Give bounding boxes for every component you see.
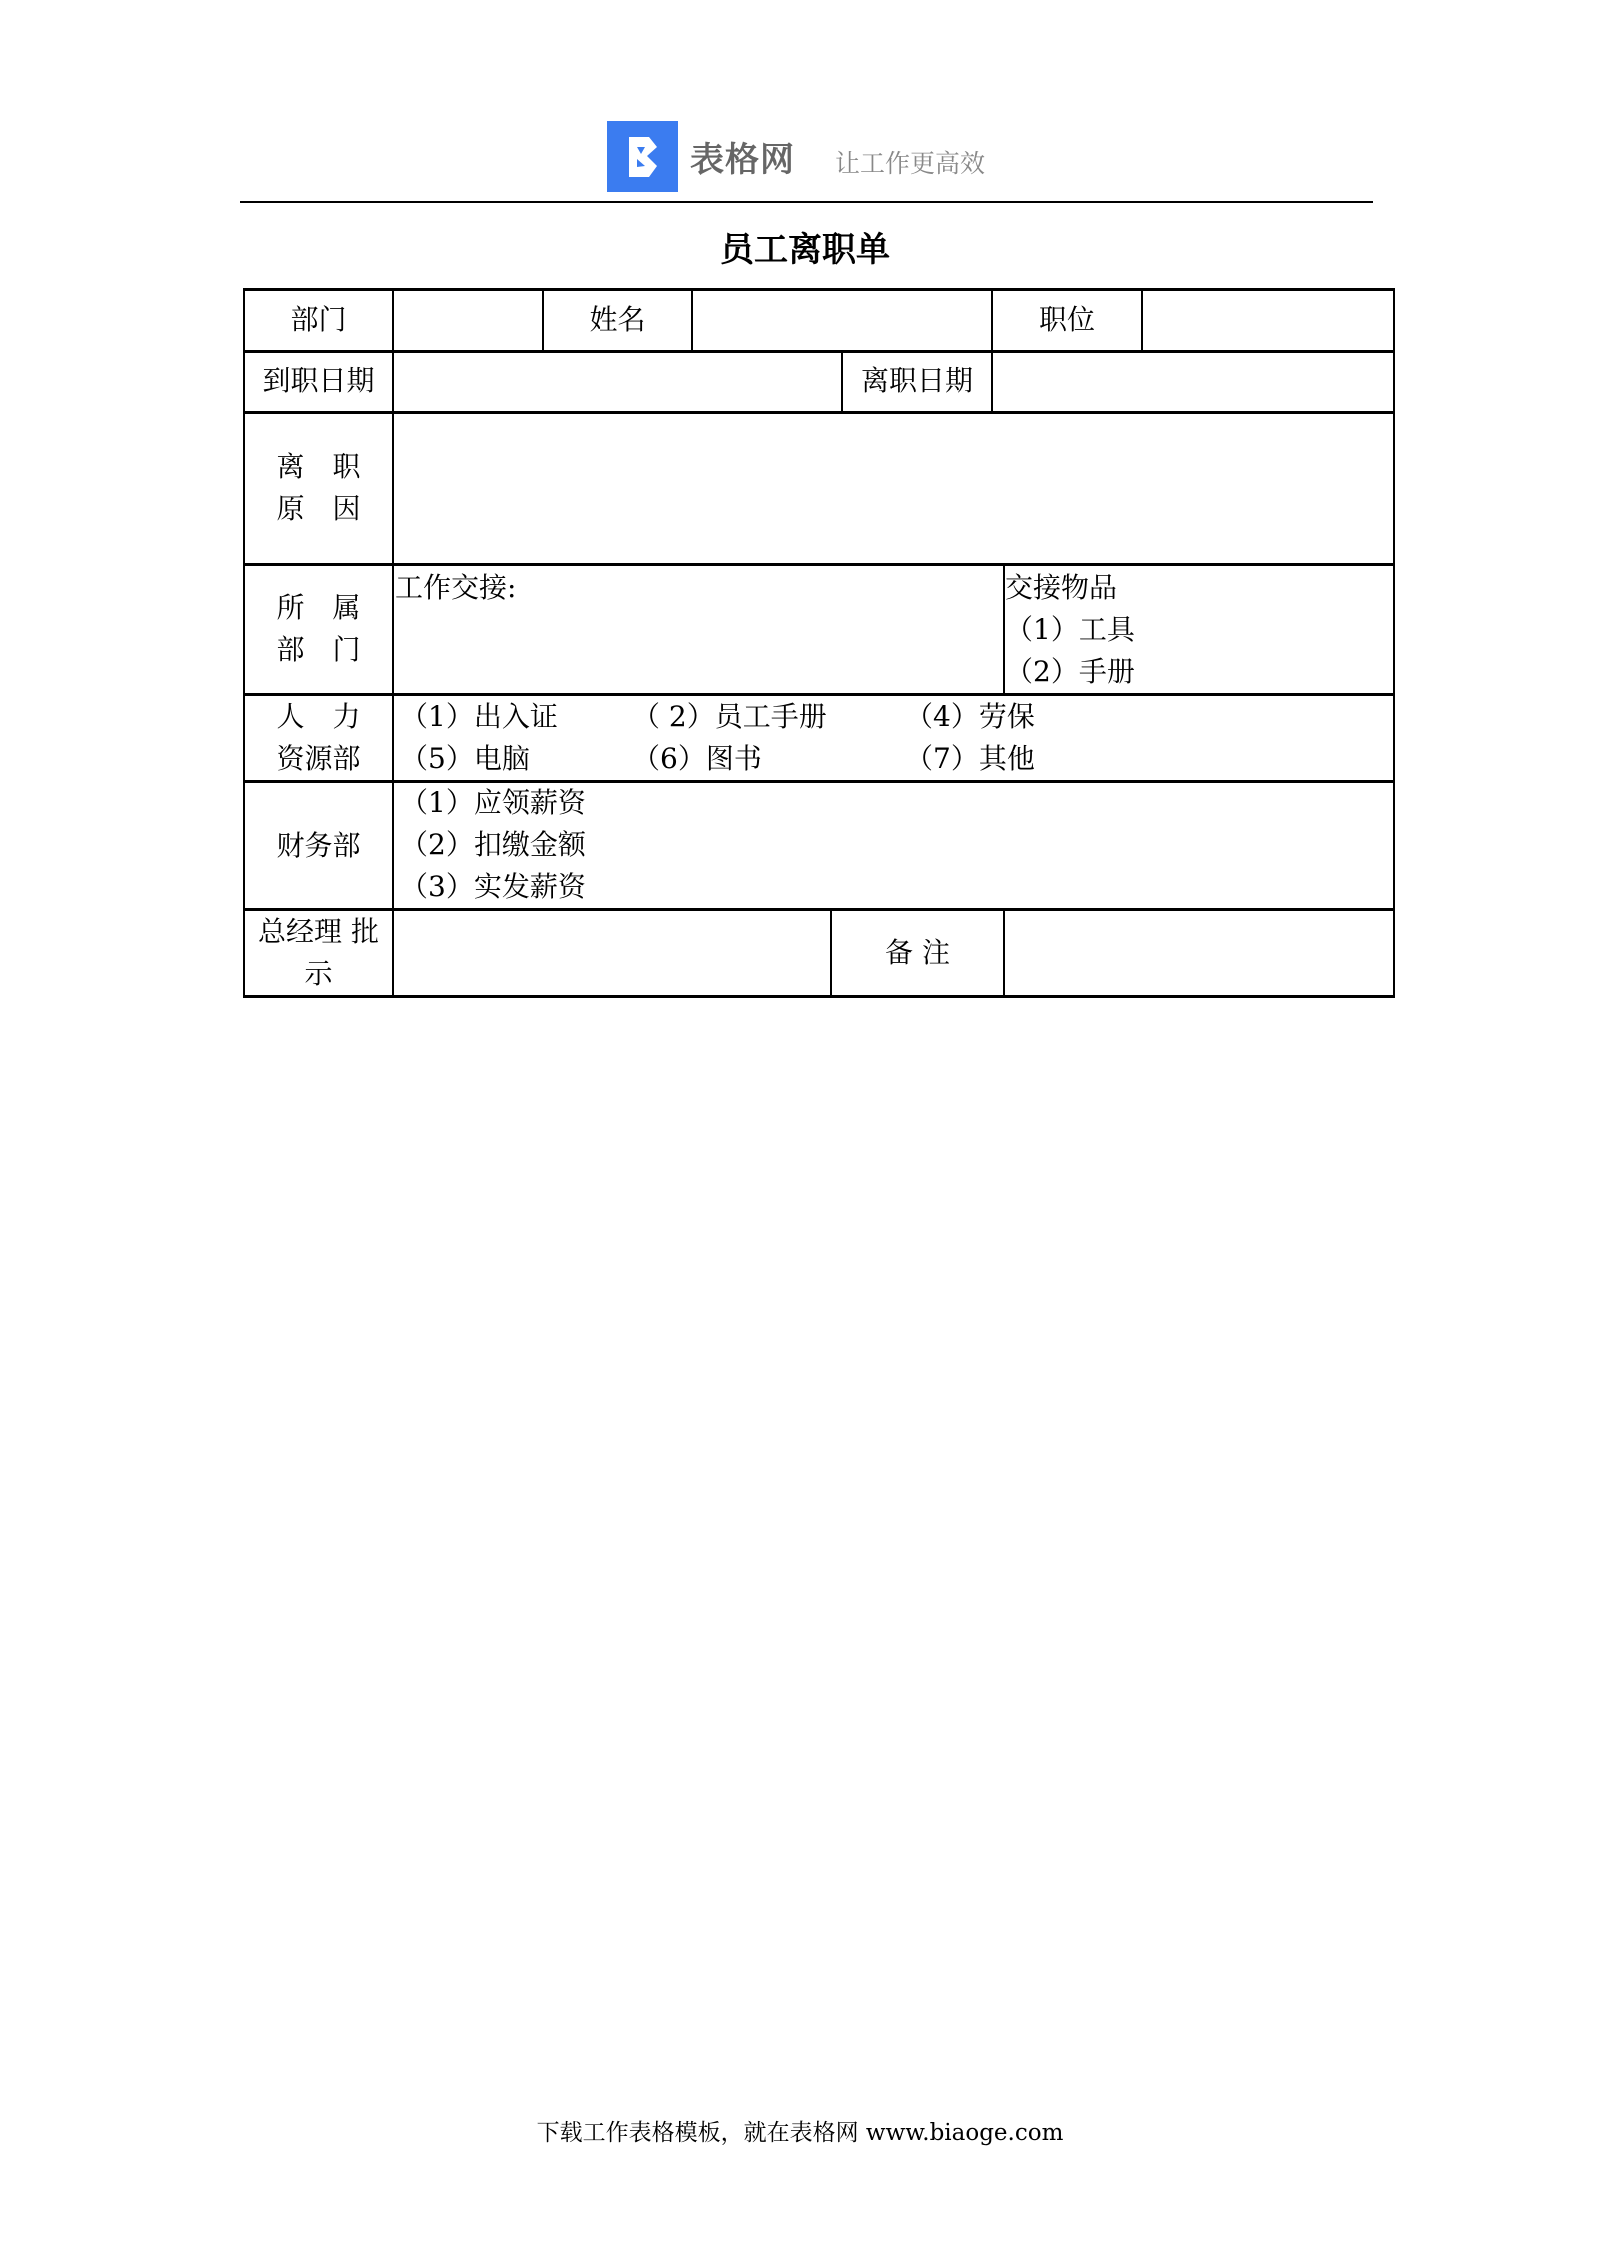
- header-divider: [240, 201, 1373, 203]
- rule: [243, 563, 1395, 566]
- name-label: 姓名: [589, 303, 646, 336]
- dept-section-label-line2: 部 门: [276, 633, 361, 666]
- handover-item: （2）手册: [1005, 655, 1135, 688]
- join-date-label: 到职日期: [262, 364, 375, 397]
- finance-item: （3）实发薪资: [400, 870, 586, 903]
- finance-label: 财务部: [276, 829, 361, 862]
- hr-label-line1: 人 力: [276, 700, 361, 733]
- remark-label: 备 注: [885, 936, 950, 969]
- handover-items-label: 交接物品: [1005, 571, 1118, 604]
- position-field[interactable]: [1143, 291, 1393, 349]
- approval-label-line1: 总经理 批: [258, 915, 379, 948]
- hr-item: （6）图书: [632, 742, 762, 775]
- footer-text: 下载工作表格模板，就在表格网 www.biaoge.com: [536, 2120, 1064, 2146]
- approval-field[interactable]: [394, 911, 830, 995]
- hr-label-line2: 资源部: [276, 742, 361, 775]
- page-title: 员工离职单: [720, 230, 890, 270]
- remark-field[interactable]: [1005, 911, 1393, 995]
- hr-item: （ 2）员工手册: [632, 700, 827, 733]
- dept-label: 部门: [290, 303, 347, 336]
- hr-item: （4）劳保: [905, 700, 1035, 733]
- logo-name: 表格网: [690, 140, 795, 180]
- finance-item: （1）应领薪资: [400, 786, 586, 819]
- handover-item: （1）工具: [1005, 613, 1135, 646]
- reason-label-line1: 离 职: [276, 450, 361, 483]
- finance-item: （2）扣缴金额: [400, 828, 586, 861]
- dept-field[interactable]: [394, 291, 542, 349]
- dept-section-label-line1: 所 属: [276, 591, 361, 624]
- handover-label: 工作交接:: [395, 571, 517, 604]
- logo-icon: [607, 121, 678, 192]
- hr-item: （5）电脑: [400, 742, 530, 775]
- logo-slogan: 让工作更高效: [835, 149, 986, 178]
- rule: [1393, 288, 1395, 998]
- hr-item: （1）出入证: [400, 700, 558, 733]
- leave-date-field[interactable]: [993, 353, 1393, 411]
- leave-date-label: 离职日期: [860, 364, 973, 397]
- join-date-field[interactable]: [394, 353, 841, 411]
- rule: [243, 995, 1395, 998]
- reason-label-line2: 原 因: [276, 492, 361, 525]
- position-label: 职位: [1038, 303, 1095, 336]
- hr-item: （7）其他: [905, 742, 1035, 775]
- reason-field[interactable]: [394, 414, 1393, 563]
- approval-label-line2: 示: [304, 957, 333, 990]
- name-field[interactable]: [693, 291, 991, 349]
